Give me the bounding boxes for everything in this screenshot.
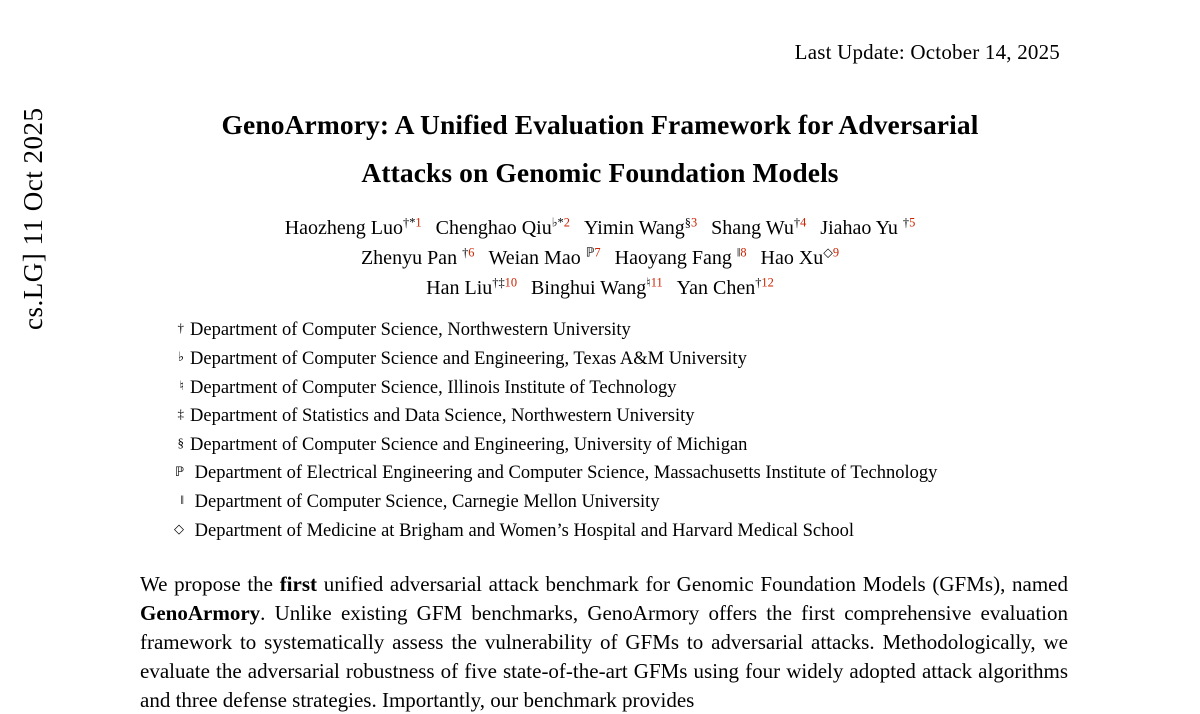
author-item (488, 247, 600, 269)
author-name: Haoyang Fang (614, 247, 732, 269)
affiliation-item (158, 315, 1060, 344)
affiliation-text: Department of Statistics and Data Science, Northwestern University (190, 406, 695, 427)
affiliation-symbol: ♮ (179, 377, 184, 393)
author-affiliation-marker: †* (403, 215, 416, 230)
abstract-bold-genoarmory: GenoArmory (140, 601, 261, 626)
affiliation-text: Department of Medicine at Brigham and Women’s Hospital and Harvard Medical School (194, 520, 854, 541)
abstract-segment-3: . Unlike existing GFM benchmarks, GenoArmory offers the first comprehensive evaluation framework to systematically assess the vulnerability of GFMs to adversarial attacks. Methodologically, we evaluate the adversarial robustness of five state-of-the-art GFMs using four widely adopted attack algorithms and three defense strategies. Importantly, our benchmark provides (140, 601, 1068, 712)
author-name: Chenghao Qiu (435, 217, 552, 239)
affiliation-item (158, 487, 1060, 516)
author-item (361, 247, 475, 269)
author-index-number: 1 (415, 215, 422, 230)
author-item (426, 277, 517, 299)
author-index-number: 6 (468, 245, 475, 260)
author-row-3 (140, 273, 1060, 303)
author-name: Weian Mao (488, 247, 581, 269)
arxiv-identifier-stamp: cs.LG] 11 Oct 2025 (18, 107, 48, 330)
author-index-number: 7 (594, 245, 601, 260)
author-item (711, 217, 806, 239)
affiliation-item (158, 516, 1060, 545)
author-item (615, 247, 747, 269)
author-index-number: 5 (909, 215, 916, 230)
affiliation-symbol: ◇ (174, 520, 184, 536)
author-affiliation-marker: †‡ (492, 275, 505, 290)
affiliation-text: Department of Electrical Engineering and Computer Science, Massachusetts Institute of Technology (194, 462, 938, 483)
author-affiliation-marker: † (902, 215, 910, 230)
author-item (584, 217, 697, 239)
author-name: Haozheng Luo (284, 217, 404, 239)
abstract-segment-2: unified adversarial attack benchmark for Genomic Foundation Models (GFMs), named (317, 572, 1068, 597)
page-title (140, 101, 1060, 197)
last-update-line: Last Update: October 14, 2025 (794, 40, 1060, 64)
author-index-number: 2 (563, 215, 570, 230)
author-affiliation-marker: ℙ (585, 245, 595, 260)
author-index-number: 8 (740, 245, 747, 260)
title-line-1: GenoArmory: A Unified Evaluation Framework for Adversarial (221, 109, 979, 140)
author-name: Yimin Wang (583, 217, 685, 239)
affiliation-item (158, 401, 1060, 430)
affiliation-list (140, 315, 1060, 544)
affiliation-symbol: ♭ (177, 348, 184, 364)
affiliation-item (158, 459, 1060, 487)
author-row-2 (140, 243, 1060, 273)
author-item (436, 217, 570, 239)
abstract-bold-first: first (279, 572, 318, 597)
affiliation-text: Department of Computer Science, Carnegie Mellon University (194, 491, 660, 512)
paper-page (140, 0, 1068, 712)
author-name: Shang Wu (711, 217, 794, 239)
author-index-number: 10 (504, 275, 518, 290)
author-affiliation-marker: ◇ (823, 245, 833, 260)
author-index-number: 12 (761, 275, 774, 290)
author-affiliation-marker: † (755, 275, 762, 290)
affiliation-text: Department of Computer Science and Engineering, University of Michigan (190, 435, 748, 456)
author-item (677, 277, 774, 299)
affiliation-item (158, 344, 1060, 373)
author-item (285, 217, 422, 239)
author-name: Binghui Wang (531, 277, 647, 299)
author-name: Zhenyu Pan (360, 247, 458, 269)
affiliation-symbol: ℙ (174, 463, 184, 479)
author-name: Hao Xu (760, 247, 824, 269)
author-index-number: 4 (800, 215, 807, 230)
author-index-number: 9 (832, 245, 840, 260)
affiliation-text: Department of Computer Science, Illinois Institute of Technology (190, 377, 677, 398)
author-affiliation-marker: ‖ (736, 245, 741, 260)
author-affiliation-marker: ♭* (551, 215, 564, 230)
author-affiliation-marker: † (793, 215, 801, 230)
affiliation-text: Department of Computer Science, Northwestern University (190, 320, 631, 340)
author-item (761, 247, 840, 269)
abstract-segment-1: We propose the (140, 572, 280, 597)
affiliation-item (158, 373, 1060, 402)
author-index-number: 11 (650, 275, 663, 290)
affiliation-text: Department of Computer Science and Engineering, Texas A&M University (190, 348, 747, 369)
affiliation-item (158, 430, 1060, 459)
author-affiliation-marker: † (462, 245, 469, 260)
affiliation-symbol: † (177, 320, 184, 335)
author-name: Jiahao Yu (820, 217, 898, 239)
title-line-2: Attacks on Genomic Foundation Models (361, 157, 839, 188)
author-list (140, 213, 1060, 303)
author-name: Han Liu (426, 277, 493, 299)
author-name: Yan Chen (676, 277, 756, 299)
author-affiliation-marker: § (684, 215, 691, 230)
author-affiliation-marker: ♮ (646, 275, 651, 290)
abstract-paragraph (140, 570, 1068, 714)
author-item (531, 277, 663, 299)
affiliation-symbol: ‖ (180, 491, 184, 507)
author-row-1 (140, 213, 1060, 243)
author-item (820, 217, 915, 239)
author-index-number: 3 (690, 215, 698, 230)
affiliation-symbol: ‡ (177, 406, 184, 422)
affiliation-symbol: § (177, 435, 184, 451)
